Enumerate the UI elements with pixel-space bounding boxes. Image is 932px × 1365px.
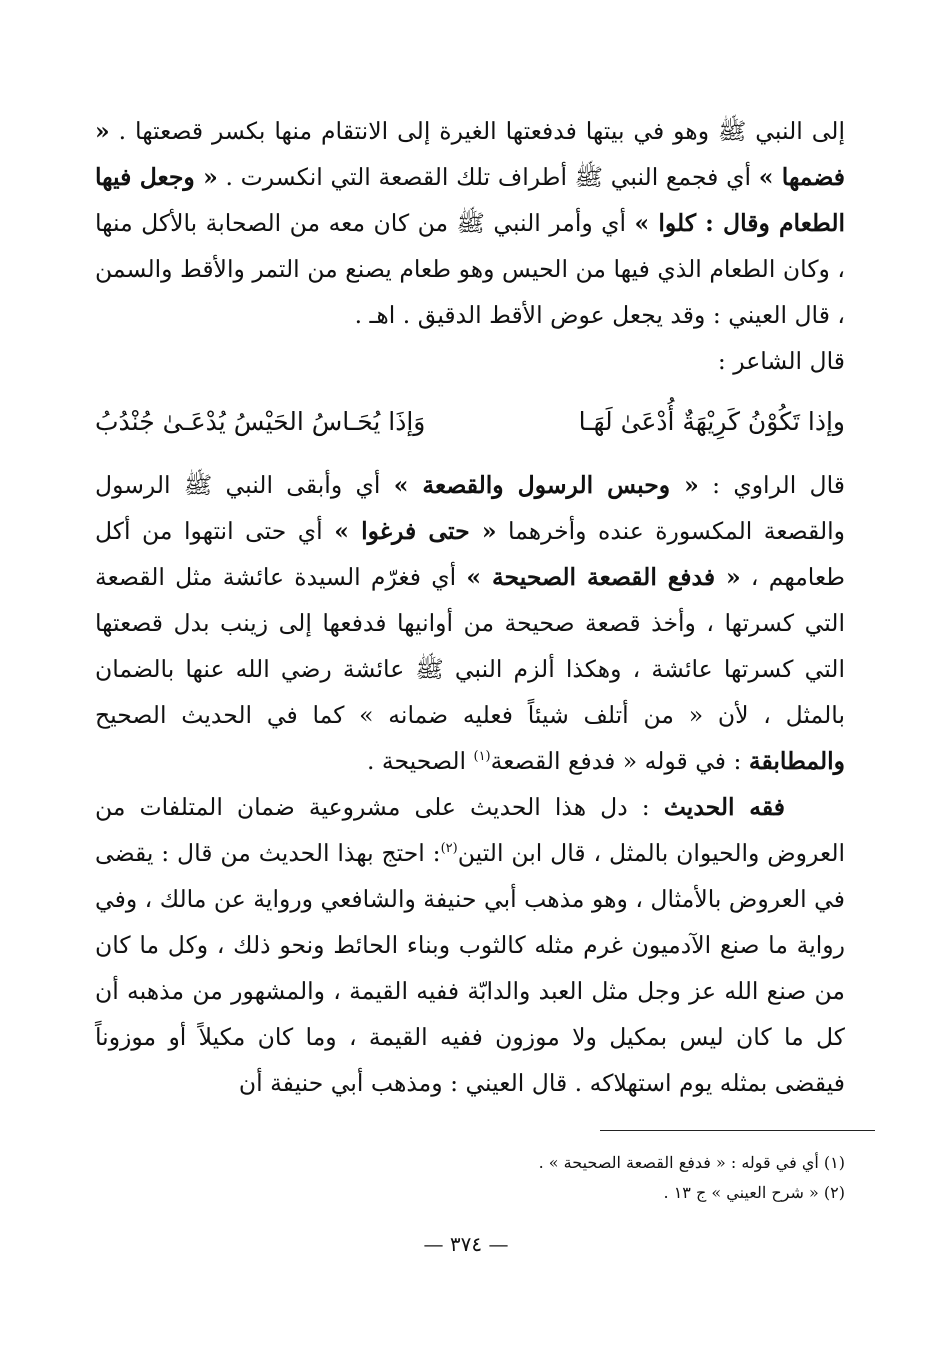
text-run: الصحيحة . bbox=[366, 747, 474, 775]
text-run: أي فجمع النبي ﷺ أطراف تلك القصعة التي انكسرت . bbox=[225, 163, 759, 191]
text-run: أي وأمر النبي ﷺ من كان معه من الصحابة بالأكل منها ، وكان الطعام الذي فيها من الحيس وهو طعام يصنع من التمر والأقط والسمن ، قال العيني : وقد يجعل عوض الأقط الدقيق . اهـ . bbox=[95, 209, 845, 329]
text-run: أي وأبقى النبي ﷺ الرسول والقصعة المكسورة عنده وأخرهما bbox=[95, 471, 845, 545]
keyword: والمطابقة bbox=[748, 747, 845, 775]
main-text bbox=[95, 108, 845, 1106]
footnote-ref[interactable]: (١) bbox=[473, 749, 491, 765]
quoted-phrase: « فضمها » bbox=[95, 117, 845, 191]
verse-first-hemistich: وإذا تَكُوْنُ كَرِيْهَةٌ أُدْعَىٰ لَهَـا bbox=[578, 407, 845, 436]
poet-intro: قال الشاعر : bbox=[717, 347, 845, 375]
paragraph-2 bbox=[95, 462, 845, 784]
section-heading: فقه الحديث bbox=[663, 793, 785, 821]
text-run: : احتج بهذا الحديث من قال : يقضى في العروض بالأمثال ، وهو مذهب أبي حنيفة والشافعي ورواية عن مالك ، وفي رواية ما صنع الآدميون غرم مثله كالثوب وبناء الحائط ونحو ذلك ، وكل ما كان من صنع الله عز وجل مثل العبد والدابّة ففيه القيمة ، والمشهور من مذهبه أن كل ما كان ليس بمكيل ولا موزون ففيه القيمة ، وما كان مكيلاً أو موزوناً فيقضى بمثله يوم استهلاكه . قال العيني : ومذهب أبي حنيفة أن bbox=[95, 839, 845, 1097]
footnotes bbox=[500, 1148, 845, 1208]
text-run: إلى النبي ﷺ وهو في بيتها فدفعتها الغيرة إلى الانتقام منها بكسر قصعتها . bbox=[118, 117, 845, 145]
footnote-2: (٢) « شرح العيني » ج ١٣ . bbox=[663, 1183, 845, 1202]
text-run: : دل هذا الحديث على مشروعية ضمان المتلفات من العروض والحيوان بالمثل ، قال ابن التين bbox=[95, 793, 846, 867]
text-run: قال الراوي : bbox=[698, 471, 845, 499]
text-run: : في قوله « فدفع القصعة bbox=[490, 747, 749, 775]
poetry-verse bbox=[95, 400, 845, 444]
verse-second-hemistich: وَإذَا يُحَـاسُ الحَيْسُ يُدْعَـىٰ جُنْدُبُ bbox=[95, 407, 426, 436]
quoted-phrase: « وجعل فيها الطعام وقال : كلوا » bbox=[95, 163, 846, 237]
footnote-1: (١) أي في قوله : « فدفع القصعة الصحيحة » . bbox=[538, 1153, 845, 1172]
paragraph-3 bbox=[95, 784, 845, 1106]
text-run: أي فغرّم السيدة عائشة مثل القصعة التي كسرتها ، وأخذ قصعة صحيحة من أوانيها فدفعها إلى زينب بدل قصعتها التي كسرتها عائشة ، وهكذا ألزم النبي ﷺ عائشة رضي الله عنها بالضمان بالمثل ، لأن « من أتلف شيئاً فعليه ضمانه » كما في الحديث الصحيح bbox=[95, 563, 845, 729]
page-number: — ٣٧٤ — bbox=[423, 1232, 509, 1256]
quoted-phrase: « حتى فرغوا » bbox=[334, 517, 497, 545]
footnote-divider bbox=[600, 1130, 875, 1131]
quoted-phrase: « وحبس الرسول والقصعة » bbox=[393, 471, 699, 499]
text-run: أي حتى انتهوا من أكل طعامهم ، bbox=[95, 517, 845, 591]
footnote-ref[interactable]: (٢) bbox=[440, 841, 458, 857]
quoted-phrase: « فدفع القصعة الصحيحة » bbox=[466, 563, 741, 591]
paragraph-1 bbox=[95, 108, 845, 338]
